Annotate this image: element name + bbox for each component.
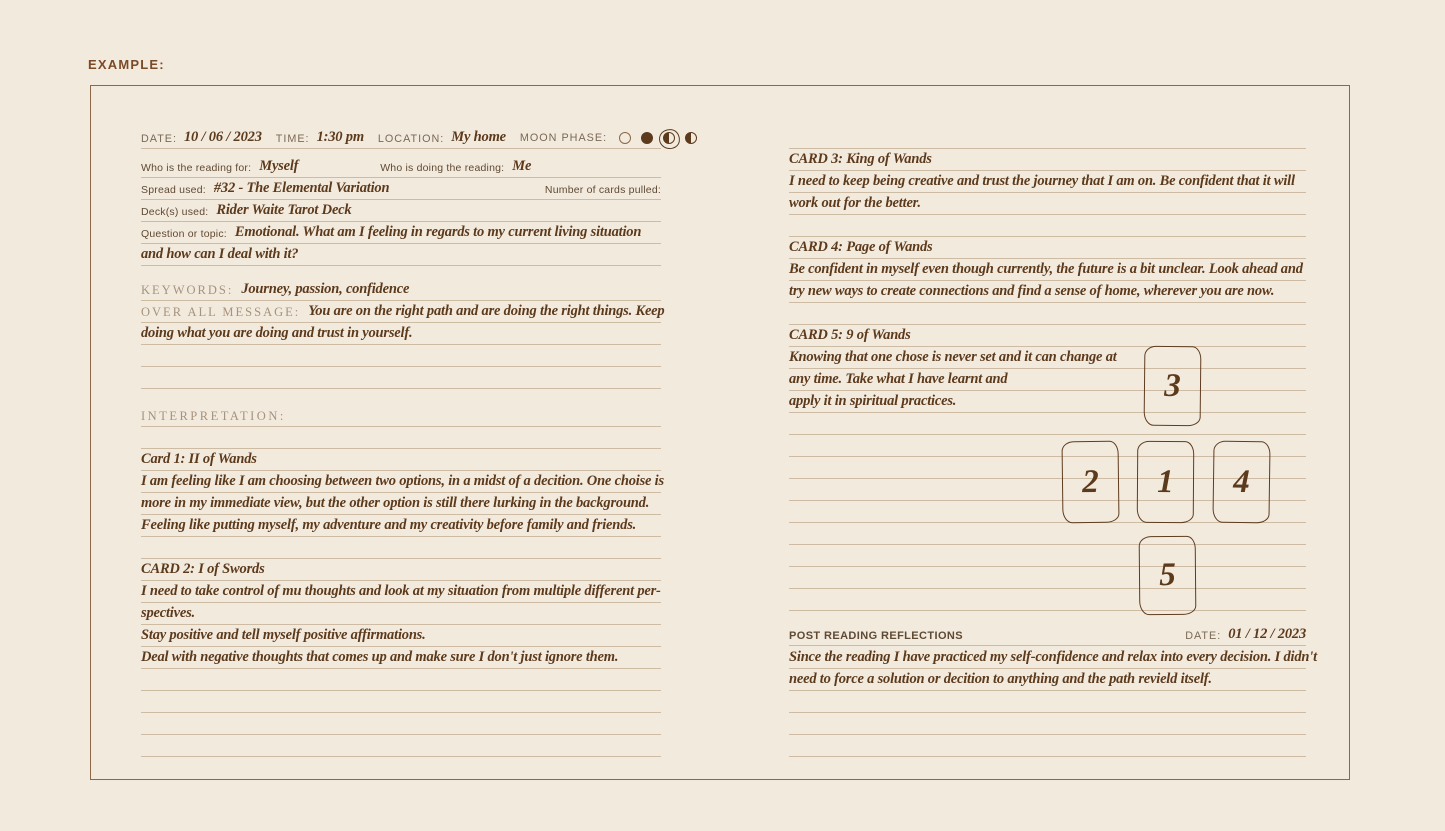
journal-page — [90, 85, 1350, 780]
blank-line — [789, 589, 1306, 611]
card1-line1: I am feeling like I am choosing between two options, in a midst of a decition. One choise is — [141, 473, 664, 489]
left-column — [141, 86, 665, 757]
blank-line — [141, 345, 661, 367]
spread-used-label: Spread used: — [141, 184, 206, 196]
card3-line2: work out for the better. — [789, 195, 921, 211]
deck-used-row — [141, 200, 661, 222]
location-label: LOCATION: — [377, 133, 445, 145]
deck-used-value: Rider Waite Tarot Deck — [216, 202, 352, 218]
spread-card-middle-left — [1062, 441, 1120, 524]
card2-text-row — [141, 603, 661, 625]
card3-line1: I need to keep being creative and trust the journey that I am on. Be confident that it will — [789, 173, 1295, 189]
card4-line1: Be confident in myself even though currently, the future is a bit unclear. Look ahead and — [789, 261, 1303, 277]
post-reading-text-row — [789, 669, 1306, 691]
card2-line2: spectives. — [141, 605, 195, 621]
card1-text-row — [141, 515, 661, 537]
moon-phase-group — [520, 132, 697, 148]
post-reading-date-label: DATE: — [1185, 630, 1222, 642]
spread-used-value: #32 - The Elemental Variation — [213, 180, 390, 196]
post-reading-heading: POST READING REFLECTIONS — [789, 630, 963, 642]
interpretation-heading: INTERPRETATION: — [141, 409, 286, 423]
card3-title-row — [789, 149, 1306, 171]
cards-pulled-label: Number of cards pulled: — [544, 184, 661, 196]
post-reading-line2: need to force a solution or decition to anything and the path revield itself. — [789, 671, 1212, 687]
blank-line — [789, 735, 1306, 757]
new-moon-icon — [641, 132, 653, 144]
card3-title: CARD 3: King of Wands — [789, 151, 932, 167]
card5-line3: apply it in spiritual practices. — [789, 393, 957, 409]
overall-message-line2: doing what you are doing and trust in yourself. — [141, 325, 413, 341]
date-label: DATE: — [141, 133, 177, 145]
reading-for-value: Myself — [259, 158, 299, 174]
card5-text-row — [789, 347, 1306, 369]
blank-line — [789, 567, 1306, 589]
spread-card-number: 5 — [1159, 556, 1176, 594]
right-column — [789, 86, 1317, 757]
spread-card-top — [1144, 346, 1202, 427]
interpretation-heading-row — [141, 405, 661, 427]
card4-text-row — [789, 259, 1306, 281]
overall-message-row — [141, 301, 665, 323]
card4-line2: try new ways to create connections and find a sense of home, wherever you are now. — [789, 283, 1275, 299]
card1-title: Card 1: II of Wands — [141, 451, 257, 467]
blank-line — [789, 215, 1306, 237]
blank-line — [141, 691, 661, 713]
first-quarter-moon-icon — [663, 132, 675, 144]
example-label: EXAMPLE: — [88, 57, 165, 72]
reading-by-value: Me — [512, 158, 532, 174]
card5-title: CARD 5: 9 of Wands — [789, 327, 911, 343]
card2-title-row — [141, 559, 661, 581]
spread-card-bottom — [1139, 536, 1197, 615]
card2-text-row — [141, 647, 661, 669]
card4-text-row — [789, 281, 1306, 303]
question-value-line2: and how can I deal with it? — [141, 246, 299, 262]
question-row-2 — [141, 244, 661, 266]
blank-line — [141, 367, 661, 389]
card2-text-row — [141, 581, 661, 603]
blank-line — [789, 303, 1306, 325]
time-label: TIME: — [275, 133, 310, 145]
location-value: My home — [451, 129, 506, 145]
keywords-label: KEYWORDS: — [141, 283, 234, 297]
reading-for-label: Who is the reading for: — [141, 162, 252, 174]
blank-line — [141, 427, 661, 449]
card1-text-row — [141, 493, 661, 515]
question-row — [141, 222, 661, 244]
card4-title: CARD 4: Page of Wands — [789, 239, 933, 255]
blank-line — [141, 669, 661, 691]
card1-line3: Feeling like putting myself, my adventure and my creativity before family and friends. — [141, 517, 637, 533]
card3-text-row — [789, 171, 1306, 193]
spread-card-number: 4 — [1233, 463, 1251, 500]
post-reading-date-value: 01 / 12 / 2023 — [1228, 626, 1306, 642]
moon-phase-label: MOON PHASE: — [519, 132, 608, 144]
blank-line — [789, 413, 1306, 435]
card5-line1: Knowing that one chose is never set and it can change at — [789, 349, 1117, 365]
post-reading-heading-row — [789, 624, 1306, 646]
card1-line2: more in my immediate view, but the other option is still there lurking in the background. — [141, 495, 650, 511]
post-reading-line1: Since the reading I have practiced my self-confidence and relax into every decision. I didn't — [789, 649, 1317, 665]
card3-text-row — [789, 193, 1306, 215]
card5-text-row — [789, 369, 1306, 391]
spread-card-number: 3 — [1164, 367, 1181, 404]
keywords-value: Journey, passion, confidence — [241, 281, 410, 297]
blank-line — [141, 537, 661, 559]
reading-by-label: Who is doing the reading: — [380, 162, 505, 174]
spread-used-row — [141, 178, 661, 200]
date-value: 10 / 06 / 2023 — [184, 129, 262, 145]
card2-line1: I need to take control of mu thoughts and look at my situation from multiple different per- — [141, 583, 661, 599]
spread-card-middle-center — [1137, 441, 1195, 523]
post-reading-text-row — [789, 647, 1317, 669]
card2-title: CARD 2: I of Swords — [141, 561, 265, 577]
card4-title-row — [789, 237, 1306, 259]
blank-line — [141, 735, 661, 757]
overall-message-label: OVER ALL MESSAGE: — [141, 305, 301, 319]
deck-used-label: Deck(s) used: — [141, 206, 209, 218]
overall-message-line1: You are on the right path and are doing the right things. Keep — [308, 303, 665, 319]
spread-card-number: 2 — [1082, 463, 1099, 500]
question-value-line1: Emotional. What am I feeling in regards to my current living situation — [234, 224, 642, 240]
header-row — [141, 127, 661, 149]
reading-for-row — [141, 156, 661, 178]
spread-card-middle-right — [1212, 441, 1270, 524]
card5-text-row — [789, 391, 1306, 413]
last-quarter-moon-icon — [685, 132, 697, 144]
blank-line — [789, 691, 1306, 713]
blank-line — [789, 545, 1306, 567]
card5-line2: any time. Take what I have learnt and — [789, 371, 1008, 387]
blank-line — [789, 523, 1306, 545]
time-value: 1:30 pm — [316, 129, 364, 145]
blank-line — [141, 713, 661, 735]
blank-line — [789, 127, 1306, 149]
card2-line4: Deal with negative thoughts that comes up and make sure I don't just ignore them. — [141, 649, 619, 665]
card1-title-row — [141, 449, 661, 471]
question-label: Question or topic: — [141, 228, 227, 240]
overall-message-row-2 — [141, 323, 661, 345]
blank-line — [789, 713, 1306, 735]
spread-card-number: 1 — [1157, 463, 1174, 500]
card2-line3: Stay positive and tell myself positive affirmations. — [141, 627, 426, 643]
full-moon-icon — [619, 132, 631, 144]
keywords-row — [141, 279, 661, 301]
card1-text-row — [141, 471, 664, 493]
card5-title-row — [789, 325, 1306, 347]
card2-text-row — [141, 625, 661, 647]
